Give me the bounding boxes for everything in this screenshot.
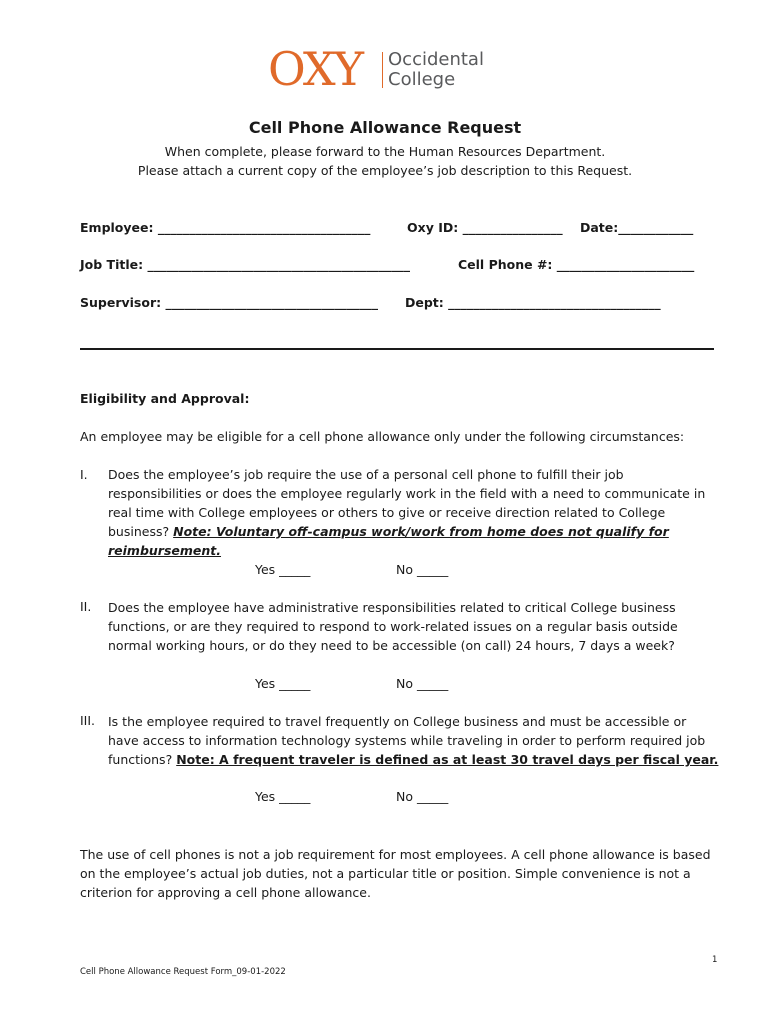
no-answer[interactable]: No _____ (396, 789, 449, 804)
logo-mark: OXY (268, 42, 363, 96)
question-numeral: II. (80, 599, 92, 614)
question-1 (108, 465, 720, 560)
eligibility-heading: Eligibility and Approval: (80, 391, 250, 406)
yes-answer[interactable]: Yes _____ (255, 562, 311, 577)
oxy-logo (268, 42, 498, 96)
question-note: Note: Voluntary off-campus work/work from home does not qualify for reimbursement. (108, 524, 669, 558)
logo-divider (382, 52, 383, 88)
page-number: 1 (712, 955, 718, 965)
eligibility-intro: An employee may be eligible for a cell phone allowance only under the following circumstances: (80, 429, 685, 444)
question-2 (108, 598, 720, 655)
section-divider (80, 348, 714, 350)
subtitle-line-1: When complete, please forward to the Human Resources Department. (164, 144, 606, 159)
question-note: Note: A frequent traveler is defined as at least 30 travel days per fiscal year. (176, 752, 719, 767)
question-numeral: III. (80, 713, 96, 728)
question-text: Does the employee have administrative responsibilities related to critical College business functions, or are they required to respond to work-related issues on a regular basis outside normal working hours, or do they need to be accessible (on call) 24 hours, 7 days a week? (108, 600, 678, 653)
subtitle-line-2: Please attach a current copy of the employee’s job description to this Request. (137, 163, 633, 178)
supervisor-field[interactable]: Supervisor: __________________________________ (80, 295, 378, 310)
logo-line-1: Occidental (388, 49, 484, 70)
yes-answer[interactable]: Yes _____ (255, 789, 311, 804)
question-numeral: I. (80, 467, 88, 482)
page-title: Cell Phone Allowance Request (248, 118, 522, 137)
cell-phone-field[interactable]: Cell Phone #: ______________________ (458, 257, 695, 272)
date-field[interactable]: Date:____________ (580, 220, 694, 235)
footer-text: Cell Phone Allowance Request Form_09-01-2022 (80, 967, 286, 977)
job-title-field[interactable]: Job Title: __________________________________________ (80, 257, 410, 272)
logo-line-2: College (388, 69, 456, 90)
no-answer[interactable]: No _____ (396, 562, 449, 577)
question-text: Is the employee required to travel frequently on College business and must be accessible or have access to information technology systems while traveling in order to perform required job functions? (108, 714, 706, 767)
oxy-id-field[interactable]: Oxy ID: ________________ (407, 220, 563, 235)
yes-answer[interactable]: Yes _____ (255, 676, 311, 691)
dept-field[interactable]: Dept: __________________________________ (405, 295, 661, 310)
employee-field[interactable]: Employee: __________________________________ (80, 220, 371, 235)
question-text: Does the employee’s job require the use of a personal cell phone to fulfill their job responsibilities or does the employee regularly work in the field with a need to communicate in real time with College employees or others to give or receive direction related to College business? (108, 467, 706, 539)
no-answer[interactable]: No _____ (396, 676, 449, 691)
closing-paragraph: The use of cell phones is not a job requirement for most employees. A cell phone allowance is based on the employee’s actual job duties, not a particular title or position. Simple convenience is not a criterion for approving a cell phone allowance. (80, 847, 711, 900)
question-3 (108, 712, 720, 769)
